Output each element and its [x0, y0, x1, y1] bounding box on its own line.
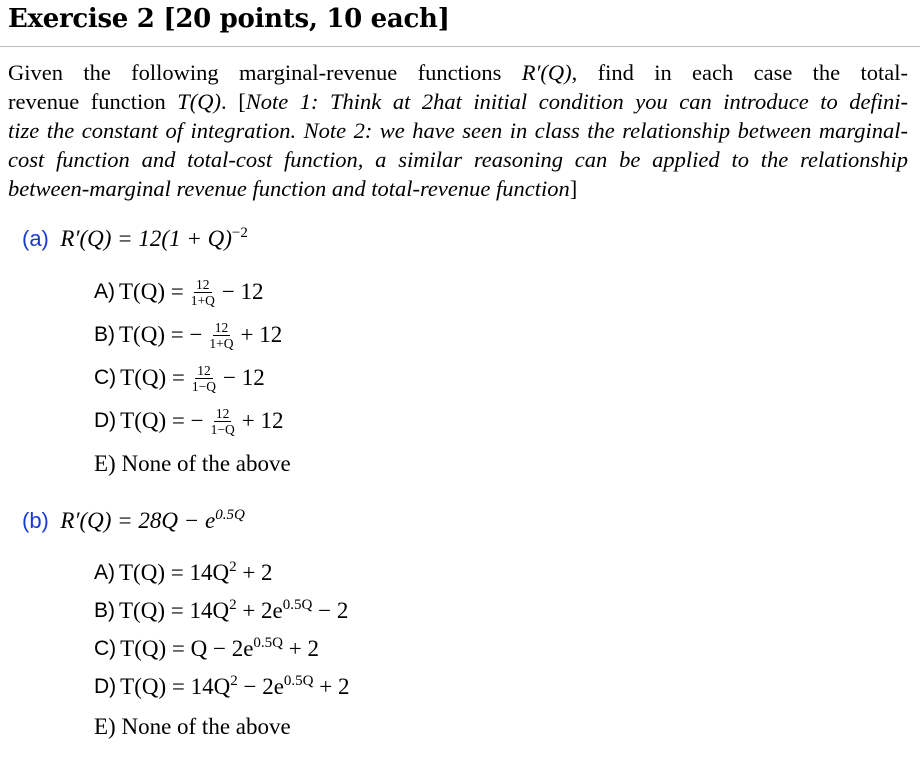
intro-line-3: tize the constant of integration. Note 2: we have seen in class the relationship between marginal- — [8, 118, 908, 143]
part-a-option-e[interactable]: E) None of the above — [94, 451, 291, 476]
part-a-option-c[interactable]: C) T(Q) = $\frac{12}{1-Q}$ − 12 — [94, 362, 265, 394]
part-a-option-a[interactable]: A) T(Q) = $\frac{12}{1+Q}$ − 12 — [94, 276, 264, 308]
intro-line-5: between-marginal revenue function and total-revenue function] — [8, 176, 578, 201]
part-b-function: (b) $R'(Q) = 28Q - e^{0.5Q}$ — [22, 507, 245, 533]
part-b-option-a[interactable]: A) $T(Q) = 14Q^2 + 2$ — [94, 559, 273, 585]
part-b-option-e[interactable]: E) None of the above — [94, 714, 291, 739]
part-a-option-d[interactable]: D) T(Q) = − $\frac{12}{1-Q}$ + 12 — [94, 405, 284, 437]
part-a-option-b[interactable]: B) T(Q) = − $\frac{12}{1+Q}$ + 12 — [94, 319, 283, 351]
title-divider — [0, 46, 920, 47]
part-a-label: (a) — [22, 226, 49, 251]
exercise-instructions — [8, 58, 908, 203]
intro-line-2: revenue function T(Q). [Note 1: Think at 2hat initial condition you can introduce to defini- — [8, 89, 909, 114]
part-b-label: (b) — [22, 508, 49, 533]
intro-line-4: cost function and total-cost function, a similar reasoning can be applied to the relationship — [8, 147, 908, 172]
part-a-function: (a) $R'(Q) = 12(1 + Q)^{-2}$ — [22, 225, 248, 251]
part-b-option-c[interactable]: C) $T(Q) = Q - 2e^{0.5Q} + 2$ — [94, 635, 319, 661]
part-b-option-d[interactable]: D) $T(Q) = 14Q^2 - 2e^{0.5Q} + 2$ — [94, 673, 350, 699]
exercise-title: Exercise 2 [20 points, 10 each] — [8, 4, 450, 34]
part-b-option-b[interactable]: B) $T(Q) = 14Q^2 + 2e^{0.5Q} - 2$ — [94, 597, 349, 623]
intro-line-1: Given the following marginal-revenue functions R′(Q), find in each case the total- — [8, 60, 908, 85]
